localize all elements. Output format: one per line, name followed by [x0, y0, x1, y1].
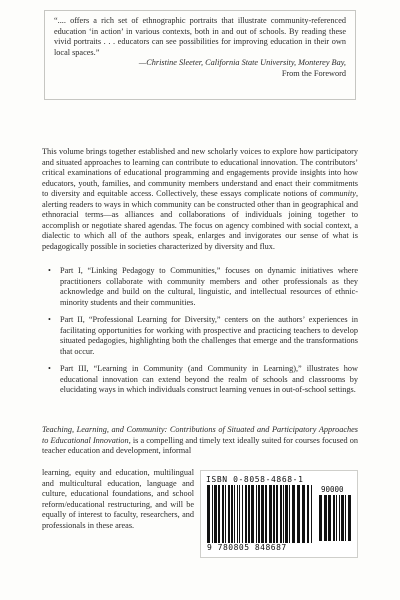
- attribution-name: —Christine Sleeter, California State University, Monterey Bay,: [138, 58, 346, 68]
- barcode-box: [200, 470, 358, 558]
- foreword-quote-box: [44, 10, 356, 100]
- price-code: 90000: [321, 485, 344, 494]
- list-item: [42, 266, 358, 308]
- part-text: Part III, “Learning in Community (and Community in Learning),” illustrates how educational innovation can extend beyond the realm of schools and classrooms by elucidating ways in which individuals construct learning venues in out-of-school settings.: [60, 364, 358, 395]
- description-text-2: , alerting readers to ways in which community can be constructed other than in geographical and ethnoracial terms—as alliances and collaborations of individuals joining together to accomplish or negotiate shared agendas. The focus on agency combined with social context, a dialectic to which all of the authors speak, enlarges and invigorates our sense of what is pedagogically possible in societies characterized by diversity and flux.: [42, 189, 358, 251]
- list-item: [42, 364, 358, 396]
- closing-paragraph: [42, 425, 358, 457]
- bullet-icon: •: [48, 266, 51, 275]
- book-title: Teaching, Learning, and Community: Contributions of Situated and Participatory Approaches to Educational Innovation: [42, 425, 358, 445]
- list-item: [42, 315, 358, 357]
- bullet-icon: •: [48, 364, 51, 374]
- quote-text: “.... offers a rich set of ethnographic portraits that illustrate community-referenced education ‘in action’ in various contexts, both in and out of schools. By reading these vivid portraits . . . educators can see possibilities for improving education in their own local spaces.”: [54, 16, 346, 57]
- part-text: Part II, “Professional Learning for Diversity,” centers on the authors’ experiences in facilitating opportunities for working with prospective and practicing teachers to develop situated pedagogies, highlighting both the challenges that emerge and the transformations that occur.: [60, 315, 358, 356]
- closing-intro: , is a compelling and timely text ideally suited for courses focused on teacher education and development, informal: [42, 435, 358, 456]
- bullet-icon: •: [48, 315, 51, 325]
- price-barcode-icon: [319, 495, 353, 541]
- isbn-label: ISBN 0-8058-4868-1: [206, 475, 304, 484]
- book-description: [42, 147, 358, 252]
- part-text: Part I, “Linking Pedagogy to Communities,” focuses on dynamic initiatives where practitioners collaborate with community members and other professionals as they acknowledge and build on the cultural, linguistic, and intellectual resources of ethnic-minority students and their communities.: [60, 266, 358, 307]
- description-emphasis: community: [319, 189, 356, 199]
- parts-list: [42, 266, 358, 403]
- isbn-barcode-icon: [207, 485, 315, 543]
- closing-continuation: learning, equity and education, multilingual and multicultural education, language and culture, educational foundations, and school reform/educational restructuring, and will be equally of interest to faculty, researchers, and professionals in these areas.: [42, 468, 194, 530]
- barcode-digits: 9 780805 848687: [207, 543, 287, 552]
- quote-source: From the Foreword: [281, 68, 346, 78]
- quote-attribution: [54, 58, 346, 69]
- description-text-1: This volume brings together established and new scholarly voices to explore how participatory and situated approaches to learning can contribute to educational innovation. The contributors’ critical examinations of educational programming and engagements provide insights into how educators, youth, families, and community members understand and enact their commitments to diversity and equitable access. Collectively, these essays complicate notions of: [42, 147, 358, 199]
